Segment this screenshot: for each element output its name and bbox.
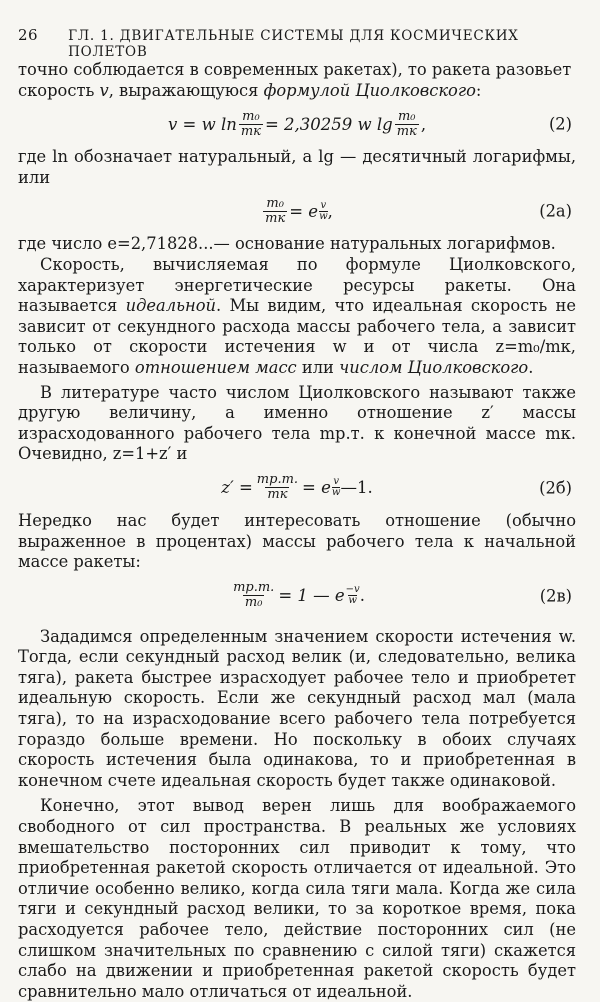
page-number: 26 <box>18 26 39 44</box>
equation-number: (2) <box>548 114 572 134</box>
running-title: ГЛ. 1. ДВИГАТЕЛЬНЫЕ СИСТЕМЫ ДЛЯ КОСМИЧЕСКИХ ПОЛЕТОВ <box>68 28 519 60</box>
equation-2: v = w ln $\frac{\text{m₀}}{mк}$ = 2,30259 w lg $\frac{\text{m₀}}{mк}$ , (2) <box>167 108 572 139</box>
paragraph-1: точно соблюдается в современных ракетах), то ракета разовьет скорость v, выражающуюся формулой Циолковского: <box>18 60 572 100</box>
equation-number: (2в) <box>539 586 572 606</box>
equation-2b: z′ = $\frac{mр.т.}{mк}$ = e v w —1. (2б) <box>221 472 572 503</box>
paragraph-2: где ln обозначает натуральный, а lg — десятичный логарифмы, или <box>18 147 576 187</box>
paragraph-8: Конечно, этот вывод верен лишь для воображаемого свободного от сил пространства. В реальных же условиях вмешательство посторонних сил приводит к тому, что приобретенная ракетой скорость отличается от идеальной. Это отличие особенно велико, когда сила тяги мала. Когда же сила тяги и секундный расход велики, то за короткое время, пока расходуется рабочее тело, действие посторонних сил (не слишком значительных по сравнению с силой тяги) скажется слабо на движении и приобретенная ракетой скорость будет сравнительно мало отличаться от идеальной. <box>18 796 576 1001</box>
paragraph-6: Нередко нас будет интересовать отношение (обычно выраженное в процентах) массы рабочего тела к начальной массе ракеты: <box>18 510 576 572</box>
equation-number: (2б) <box>539 478 572 498</box>
paragraph-7: Зададимся определенным значением скорости истечения w. Тогда, если секундный расход велик (и, следовательно, велика тяга), ракета быстрее израсходует рабочее тело и приобретет идеальную скорость. Если же секундный расход мал (мала тяга), то на израсходование всего рабочего тела потребуется гораздо больше времени. Но поскольку в обоих случаях скорость истечения была одинакова, то и приобретенная в конечном счете идеальная скорость будет также одинаковой. <box>18 626 576 790</box>
equation-number: (2а) <box>539 201 572 221</box>
paragraph-3: где число e=2,71828...— основание натуральных логарифмов. <box>18 234 556 254</box>
paragraph-4: Скорость, вычисляемая по формуле Циолковского, характеризует энергетические ресурсы ракеты. Она называется идеальной. Мы видим, что идеальная скорость не зависит от секундного расхода массы рабочего тела, а зависит только от скорости истечения w и от числа z=m₀/mк, называемого отношением масс или числом Циолковского. <box>18 254 576 377</box>
book-page <box>18 26 576 1002</box>
equation-2a: $\frac{\text{m₀}}{mк}$ = e v w , (2а) <box>265 195 572 226</box>
page-header <box>18 26 576 60</box>
paragraph-5: В литературе часто числом Циолковского называют также другую величину, а именно отношение z′ массы израсходованного рабочего тела mр.т. к конечной массе mк. Очевидно, z=1+z′ и <box>18 382 576 464</box>
equation-2v: $\frac{mр.т.}{\text{m₀}}$ = 1 — e −v w . (2в) <box>233 580 572 611</box>
